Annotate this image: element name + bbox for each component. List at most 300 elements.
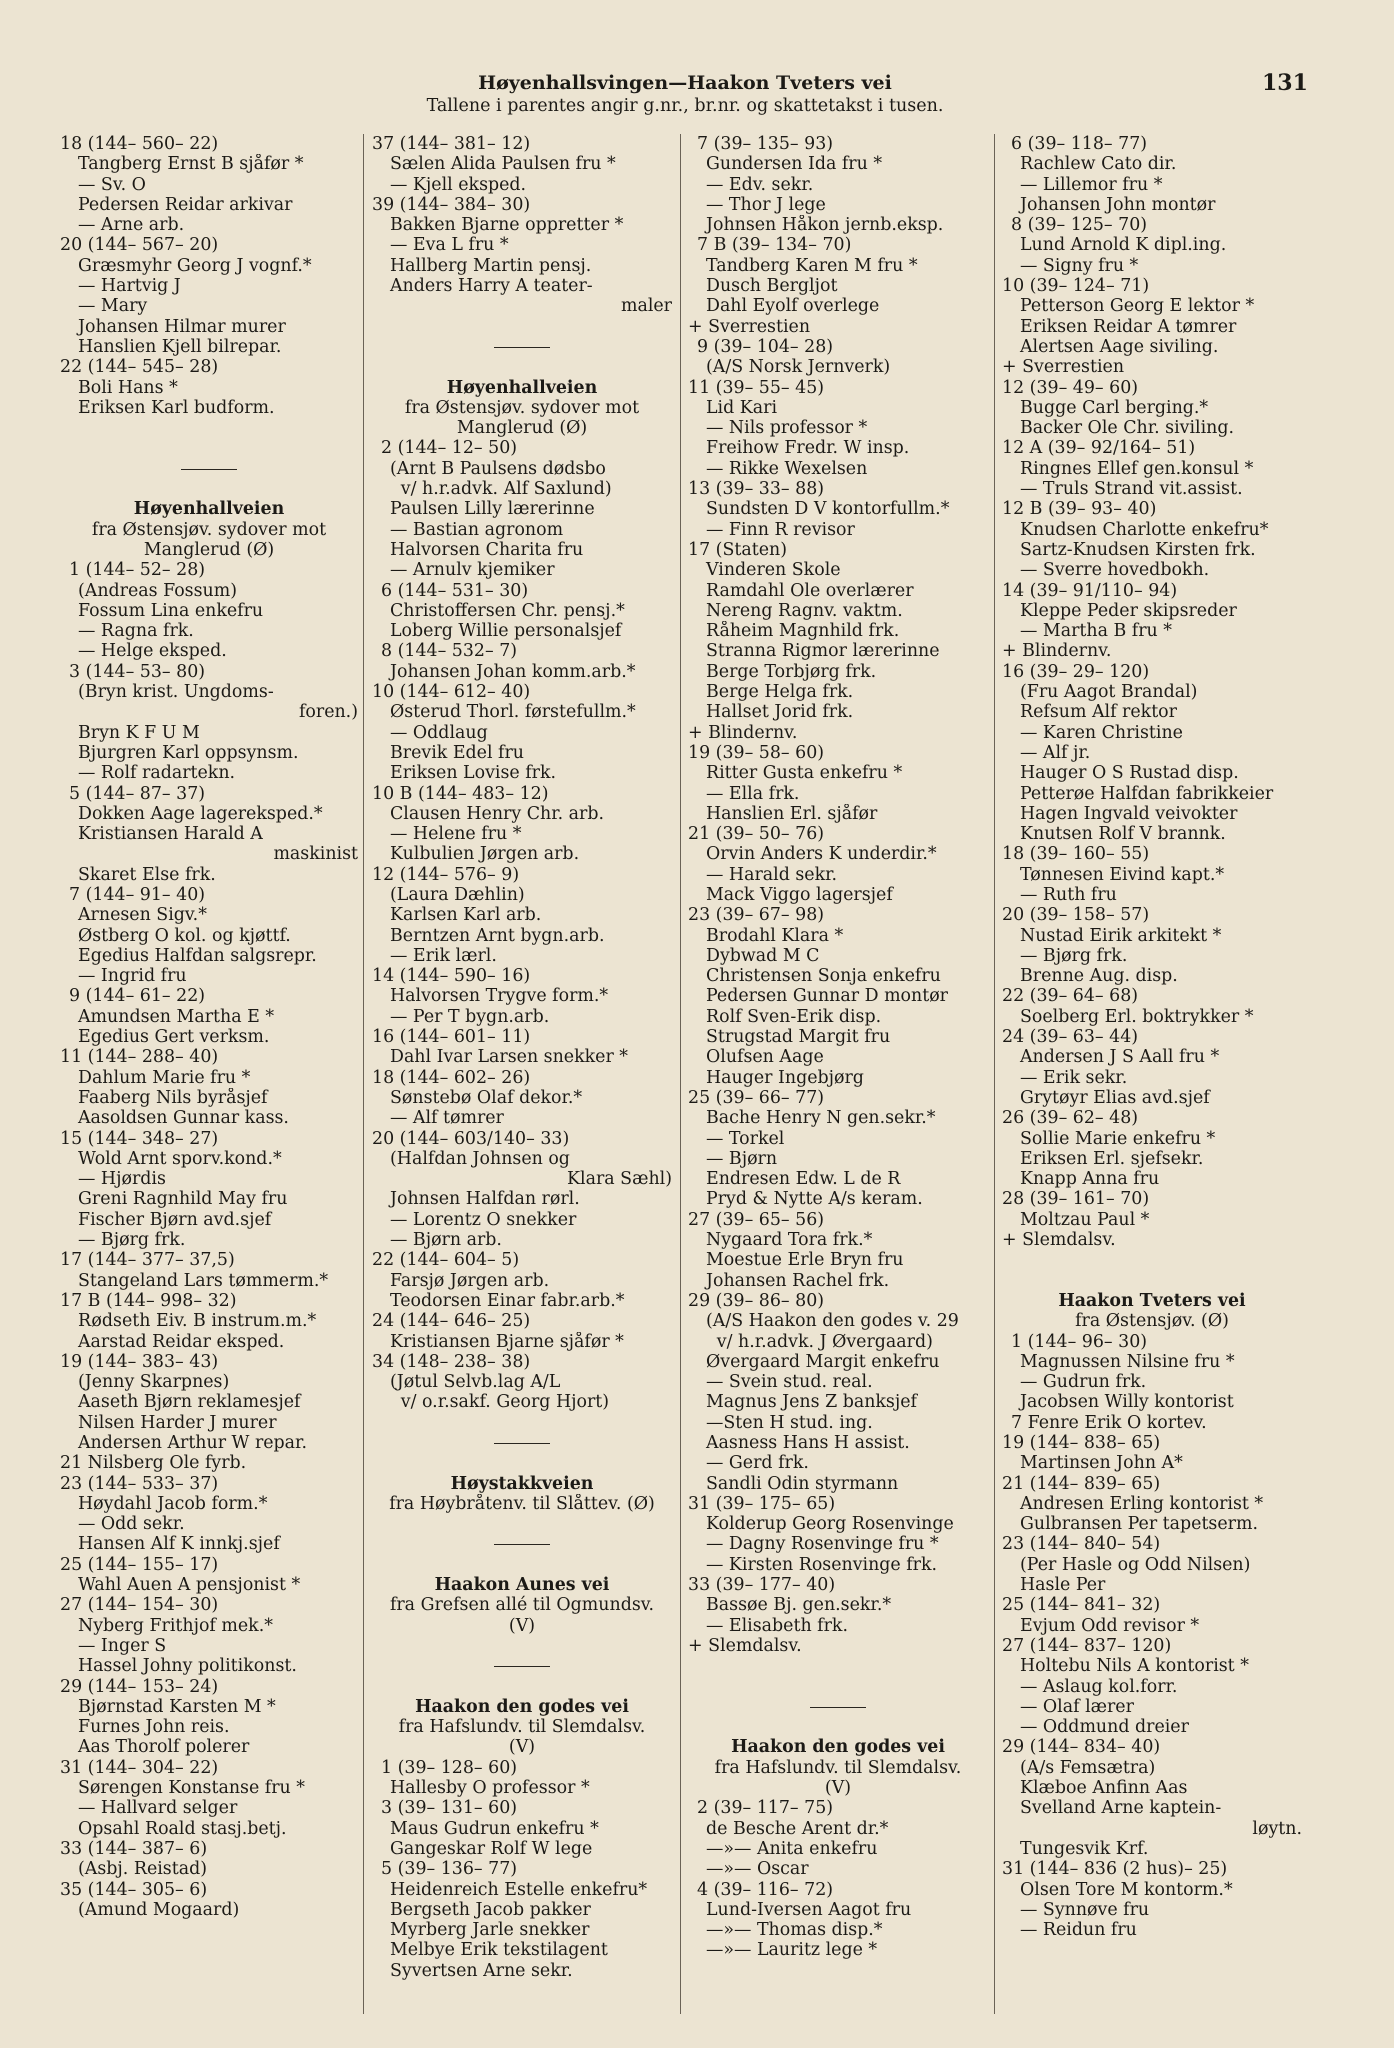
- entry-line: Greni Ragnhild May fru: [78, 1189, 288, 1210]
- entry-line: — Alf tømrer: [390, 1108, 504, 1129]
- entry-line: + Blindernv.: [688, 722, 798, 743]
- entry-line: Dahl Ivar Larsen snekker *: [390, 1047, 629, 1068]
- legend-note: Tallene i parentes angir g.nr., br.nr. og skattetakst i tusen.: [426, 96, 944, 116]
- entry-line: — Kirsten Rosenvinge frk.: [706, 1554, 938, 1575]
- street-description: fra Hafslundv. til Slemdalsv.: [398, 1717, 646, 1738]
- entry-line: + Slemdalsv.: [1002, 1230, 1116, 1251]
- entry-line: 28 (39– 161– 70): [1002, 1189, 1150, 1210]
- entry-line: Mack Viggo lagersjef: [706, 884, 893, 905]
- entry-line: Amundsen Martha E *: [78, 1006, 275, 1027]
- entry-line: (Jenny Skarpnes): [78, 1372, 230, 1393]
- entry-line: Hallesby O professor *: [390, 1778, 590, 1799]
- entry-line: 9 (144– 61– 22): [69, 986, 206, 1007]
- entry-line: Karlsen Karl arb.: [390, 905, 542, 926]
- entry-line: Hallset Jorid frk.: [706, 702, 854, 723]
- entry-line: — Nils professor *: [706, 418, 868, 439]
- entry-line: Faaberg Nils byråsjef: [78, 1087, 268, 1108]
- entry-line: Sundsten D V kontorfullm.*: [706, 499, 950, 520]
- entry-line: — Bjørg frk.: [78, 1230, 186, 1251]
- entry-line: 23 (144– 533– 37): [60, 1473, 219, 1494]
- street-heading: Høystakkveien: [450, 1473, 594, 1494]
- entry-line: Kulbulien Jørgen arb.: [390, 844, 580, 865]
- entry-line: Bugge Carl berging.*: [1020, 397, 1209, 418]
- entry-line: Evjum Odd revisor *: [1020, 1615, 1200, 1636]
- entry-line: Eriksen Karl budform.: [78, 397, 275, 418]
- entry-line: Farsjø Jørgen arb.: [390, 1270, 550, 1291]
- entry-line: + Sverrestien: [1002, 357, 1125, 378]
- entry-line: Holtebu Nils A kontorist *: [1020, 1656, 1249, 1677]
- entry-line: 17 (144– 377– 37,5): [60, 1250, 235, 1271]
- entry-line: Østerud Thorl. førstefullm.*: [390, 702, 636, 723]
- entry-line: Anders Harry A teater-: [390, 276, 593, 297]
- entry-line: 31 (144– 836 (2 hus)– 25): [1002, 1859, 1228, 1880]
- entry-line: — Per T bygn.arb.: [390, 1006, 550, 1027]
- entry-line: (Andreas Fossum): [78, 580, 238, 601]
- entry-line: — Truls Strand vit.assist.: [1020, 479, 1243, 500]
- entry-line: + Sverrestien: [688, 316, 811, 337]
- entry-line: + Blindernv.: [1002, 641, 1112, 662]
- street-heading: Haakon Tveters vei: [1058, 1290, 1246, 1311]
- entry-line: — Ella frk.: [706, 783, 800, 804]
- entry-line: Eriksen Lovise frk.: [390, 763, 557, 784]
- entry-line: Myrberg Jarle snekker: [390, 1920, 590, 1941]
- entry-line: Sartz-Knudsen Kirsten frk.: [1020, 539, 1256, 560]
- entry-line: Aasoldsen Gunnar kass.: [78, 1108, 289, 1129]
- entry-line: Egedius Halfdan salgsrepr.: [78, 945, 317, 966]
- section-divider: [372, 337, 672, 357]
- entry-line: Lund-Iversen Aagot fru: [706, 1899, 912, 1920]
- entry-line: 20 (144– 603/140– 33): [372, 1128, 570, 1149]
- entry-line: Eriksen Reidar A tømrer: [1020, 316, 1237, 337]
- entry-line: — Gerd frk.: [706, 1453, 809, 1474]
- entry-line: Berge Torbjørg frk.: [706, 661, 877, 682]
- entry-line: 18 (39– 160– 55): [1002, 844, 1150, 865]
- column-rule: [680, 134, 681, 2014]
- entry-line: 27 (144– 154– 30): [60, 1595, 219, 1616]
- entry-line: 10 (144– 612– 40): [372, 682, 531, 703]
- entry-line: Johnsen Håkon jernb.eksp.: [706, 215, 944, 236]
- entry-line: Martinsen John A*: [1020, 1453, 1183, 1474]
- entry-line: Ramdahl Ole overlærer: [706, 580, 914, 601]
- entry-line: Kristiansen Bjarne sjåfør *: [390, 1331, 624, 1352]
- entry-line: Hagen Ingvald veivokter: [1020, 803, 1238, 824]
- entry-line: 33 (39– 177– 40): [688, 1575, 836, 1596]
- entry-line: 11 (144– 288– 40): [60, 1047, 219, 1068]
- entry-line: 5 (144– 87– 37): [69, 783, 206, 804]
- entry-line: — Hjørdis: [78, 1169, 166, 1190]
- street-description: fra Hafslundv. til Slemdalsv.: [714, 1757, 962, 1778]
- entry-line: — Thor J lege: [706, 194, 826, 215]
- entry-line: maler: [620, 296, 672, 317]
- entry-line: Gulbransen Per tapetserm.: [1020, 1514, 1258, 1535]
- entry-line: Hallberg Martin pensj.: [390, 255, 592, 276]
- entry-line: Backer Ole Chr. siviling.: [1020, 418, 1235, 439]
- entry-line: 31 (144– 304– 22): [60, 1757, 219, 1778]
- entry-line: — Helene fru *: [390, 824, 522, 845]
- entry-line: Fischer Bjørn avd.sjef: [78, 1209, 272, 1230]
- street-description: fra Østensjøv. (Ø): [1075, 1311, 1229, 1332]
- entry-line: Svelland Arne kaptein-: [1020, 1798, 1222, 1819]
- section-divider: [372, 1534, 672, 1554]
- entry-line: 29 (144– 834– 40): [1002, 1737, 1161, 1758]
- entry-line: (A/S Haakon den godes v. 29: [706, 1311, 959, 1332]
- entry-line: Gangeskar Rolf W lege: [390, 1838, 593, 1859]
- column-4: [1002, 134, 1302, 1940]
- entry-line: Nygaard Tora frk.*: [706, 1230, 873, 1251]
- entry-line: — Edv. sekr.: [706, 174, 814, 195]
- entry-line: (Per Hasle og Odd Nilsen): [1020, 1554, 1251, 1575]
- section-divider: [688, 1697, 988, 1717]
- entry-line: — Rikke Wexelsen: [706, 458, 868, 479]
- entry-line: —»— Lauritz lege *: [706, 1940, 878, 1961]
- entry-line: Berntzen Arnt bygn.arb.: [390, 925, 605, 946]
- entry-line: Andersen J S Aall fru *: [1020, 1047, 1220, 1068]
- entry-line: Magnussen Nilsine fru *: [1020, 1351, 1235, 1372]
- entry-line: Maus Gudrun enkefru *: [390, 1818, 599, 1839]
- entry-line: —»— Anita enkefru: [706, 1838, 878, 1859]
- entry-line: — Reidun fru: [1020, 1920, 1137, 1941]
- entry-line: 25 (39– 66– 77): [688, 1087, 825, 1108]
- entry-line: Petterson Georg E lektor *: [1020, 296, 1255, 317]
- entry-line: 31 (39– 175– 65): [688, 1493, 836, 1514]
- entry-line: Arnesen Sigv.*: [78, 905, 207, 926]
- entry-line: Magnus Jens Z banksjef: [706, 1392, 917, 1413]
- entry-line: — Odd sekr.: [78, 1514, 185, 1535]
- entry-line: — Signy fru *: [1020, 255, 1139, 276]
- entry-line: Aas Thorolf polerer: [78, 1737, 250, 1758]
- entry-line: Hasle Per: [1020, 1575, 1106, 1596]
- entry-line: —»— Thomas disp.*: [706, 1920, 883, 1941]
- entry-line: Dokken Aage lagereksped.*: [78, 803, 323, 824]
- entry-line: 29 (144– 153– 24): [60, 1676, 219, 1697]
- entry-line: 18 (144– 602– 26): [372, 1067, 531, 1088]
- entry-line: Bjurgren Karl oppsynsm.: [78, 742, 299, 763]
- entry-line: v/ h.r.advk. Alf Saxlund): [400, 479, 612, 500]
- entry-line: 6 (39– 118– 77): [1011, 134, 1148, 154]
- entry-line: 2 (144– 12– 50): [381, 438, 518, 459]
- entry-line: — Mary: [78, 296, 148, 317]
- entry-line: Nereng Ragnv. vaktm.: [706, 600, 903, 621]
- entry-line: Rachlew Cato dir.: [1020, 154, 1177, 175]
- entry-line: Aasness Hans H assist.: [706, 1433, 910, 1453]
- page-header: [0, 72, 1394, 122]
- entry-line: Halvorsen Trygve form.*: [390, 986, 609, 1007]
- entry-line: Pedersen Gunnar D montør: [706, 986, 948, 1007]
- entry-line: Knutsen Rolf V brannk.: [1020, 824, 1226, 845]
- street-heading: Haakon Aunes vei: [434, 1575, 610, 1596]
- entry-line: — Hallvard selger: [78, 1798, 238, 1819]
- entry-line: Hauger O S Rustad disp.: [1020, 763, 1239, 784]
- entry-line: — Lillemor fru *: [1020, 174, 1163, 195]
- entry-line: (Jøtul Selvb.lag A/L: [390, 1372, 561, 1393]
- entry-line: Eriksen Erl. sjefsekr.: [1020, 1148, 1204, 1169]
- entry-line: 18 (144– 560– 22): [60, 134, 219, 154]
- entry-line: 11 (39– 55– 45): [688, 377, 825, 398]
- entry-line: 14 (39– 91/110– 94): [1002, 580, 1178, 601]
- entry-line: Råheim Magnhild frk.: [706, 621, 900, 642]
- street-description: (V): [508, 1737, 536, 1758]
- entry-line: 34 (148– 238– 38): [372, 1351, 531, 1372]
- running-title: Høyenhallsvingen—Haakon Tveters vei: [478, 72, 892, 94]
- entry-line: Boli Hans *: [78, 377, 178, 398]
- entry-line: — Oddlaug: [390, 722, 488, 743]
- entry-line: Melbye Erik tekstilagent: [390, 1940, 608, 1961]
- street-description: fra Østensjøv. sydover mot: [404, 397, 640, 418]
- entry-line: (A/s Femsætra): [1020, 1757, 1156, 1778]
- entry-line: Gundersen Ida fru *: [706, 154, 883, 175]
- entry-line: Østberg O kol. og kjøttf.: [78, 925, 291, 946]
- entry-line: — Bjørn arb.: [390, 1230, 502, 1251]
- entry-line: Olufsen Aage: [706, 1047, 824, 1068]
- column-rule: [363, 134, 364, 2014]
- street-description: (V): [508, 1615, 536, 1636]
- entry-line: Sollie Marie enkefru *: [1020, 1128, 1216, 1149]
- street-heading: Høyenhallveien: [446, 377, 598, 398]
- entry-line: 23 (144– 840– 54): [1002, 1534, 1161, 1555]
- entry-line: (Laura Dæhlin): [390, 884, 525, 905]
- entry-line: — Kjell eksped.: [390, 174, 527, 195]
- street-description: (V): [824, 1778, 852, 1799]
- entry-line: 9 (39– 104– 28): [697, 336, 834, 357]
- entry-line: — Harald sekr.: [706, 864, 838, 885]
- entry-line: Tungesvik Krf.: [1020, 1838, 1149, 1859]
- column-rule: [994, 134, 995, 2014]
- entry-line: Nustad Eirik arkitekt *: [1020, 925, 1222, 946]
- entry-line: 7 B (39– 134– 70): [697, 235, 852, 256]
- entry-line: 26 (39– 62– 48): [1002, 1108, 1139, 1129]
- entry-line: Lund Arnold K dipl.ing.: [1020, 235, 1227, 256]
- entry-line: —Sten H stud. ing.: [706, 1412, 873, 1433]
- entry-line: 3 (39– 131– 60): [381, 1798, 518, 1819]
- entry-line: 22 (39– 64– 68): [1002, 986, 1139, 1007]
- entry-line: 19 (39– 58– 60): [688, 742, 825, 763]
- entry-line: Hassel Johny politikonst.: [78, 1656, 297, 1677]
- entry-line: Brodahl Klara *: [706, 925, 844, 946]
- entry-line: Hanslien Erl. sjåfør: [706, 803, 878, 824]
- column-1: [60, 134, 358, 1920]
- entry-line: Kristiansen Harald A: [78, 824, 263, 845]
- entry-line: Moltzau Paul *: [1020, 1209, 1150, 1230]
- entry-line: Brevik Edel fru: [390, 742, 524, 763]
- entry-line: — Aslaug kol.forr.: [1020, 1676, 1178, 1697]
- section-divider: [372, 1656, 672, 1676]
- entry-line: (Arnt B Paulsens dødsbo: [390, 458, 606, 479]
- entry-line: Sørengen Konstanse fru *: [78, 1778, 305, 1799]
- entry-line: 12 A (39– 92/164– 51): [1002, 438, 1196, 459]
- entry-line: — Torkel: [706, 1128, 785, 1149]
- entry-line: — Karen Christine: [1020, 722, 1183, 743]
- entry-line: Olsen Tore M kontorm.*: [1020, 1879, 1233, 1900]
- entry-line: Bakken Bjarne oppretter *: [390, 215, 624, 236]
- entry-line: Pedersen Reidar arkivar: [78, 194, 293, 215]
- column-2: [372, 134, 672, 1981]
- entry-line: løytn.: [1252, 1818, 1302, 1839]
- entry-line: 1 (144– 96– 30): [1011, 1331, 1148, 1352]
- entry-line: Skaret Else frk.: [78, 864, 216, 885]
- entry-line: — Synnøve fru: [1020, 1899, 1150, 1920]
- entry-line: — Helge eksped.: [78, 641, 227, 662]
- entry-line: Johnsen Halfdan rørl.: [390, 1189, 580, 1210]
- entry-line: Dahlum Marie fru *: [78, 1067, 251, 1088]
- entry-line: Hanslien Kjell bilrepar.: [78, 336, 282, 357]
- entry-line: 27 (144– 837– 120): [1002, 1635, 1172, 1656]
- entry-line: 35 (144– 305– 6): [60, 1879, 208, 1900]
- entry-line: Bassøe Bj. gen.sekr.*: [706, 1595, 892, 1616]
- entry-line: — Eva L fru *: [390, 235, 509, 256]
- entry-line: — Bjørg frk.: [1020, 945, 1128, 966]
- entry-line: Soelberg Erl. boktrykker *: [1020, 1006, 1254, 1027]
- entry-line: 27 (39– 65– 56): [688, 1209, 825, 1230]
- entry-line: Wold Arnt sporv.kond.*: [78, 1148, 282, 1169]
- entry-line: 3 (144– 53– 80): [69, 661, 206, 682]
- entry-line: Clausen Henry Chr. arb.: [390, 803, 605, 824]
- entry-line: v/ h.r.advk. J Øvergaard): [716, 1331, 933, 1352]
- entry-line: Berge Helga frk.: [706, 682, 854, 703]
- entry-line: 5 (39– 136– 77): [381, 1859, 518, 1880]
- entry-line: 1 (39– 128– 60): [381, 1757, 518, 1778]
- entry-line: — Sverre hovedbokh.: [1020, 560, 1210, 581]
- entry-line: 12 B (39– 93– 40): [1002, 499, 1157, 520]
- entry-line: 16 (39– 29– 120): [1002, 661, 1150, 682]
- entry-line: Kleppe Peder skipsreder: [1020, 600, 1237, 621]
- entry-line: Johansen Rachel frk.: [706, 1270, 890, 1291]
- entry-line: v/ o.r.sakf. Georg Hjort): [400, 1392, 610, 1413]
- entry-line: 8 (39– 125– 70): [1011, 215, 1148, 236]
- entry-line: 12 (144– 576– 9): [372, 864, 520, 885]
- entry-line: Aarstad Reidar eksped.: [78, 1331, 285, 1352]
- entry-line: — Ragna frk.: [78, 621, 194, 642]
- entry-line: 21 Nilsberg Ole fyrb.: [60, 1453, 247, 1474]
- entry-line: 24 (144– 646– 25): [372, 1311, 531, 1332]
- entry-line: Egedius Gert verksm.: [78, 1027, 270, 1048]
- entry-line: Hauger Ingebjørg: [706, 1067, 864, 1088]
- entry-line: Johansen Johan komm.arb.*: [390, 661, 636, 682]
- entry-line: 13 (39– 33– 88): [688, 479, 825, 500]
- entry-line: — Arne arb.: [78, 215, 185, 236]
- entry-line: 19 (144– 383– 43): [60, 1351, 219, 1372]
- entry-line: — Dagny Rosenvinge fru *: [706, 1534, 939, 1555]
- entry-line: 6 (144– 531– 30): [381, 580, 529, 601]
- entry-line: Ritter Gusta enkefru *: [706, 763, 903, 784]
- entry-line: Bjørnstad Karsten M *: [78, 1696, 276, 1717]
- entry-line: — Hartvig J: [78, 276, 181, 297]
- entry-line: Petterøe Halfdan fabrikkeier: [1020, 783, 1274, 804]
- entry-line: — Bjørn: [706, 1148, 778, 1169]
- entry-line: 8 (144– 532– 7): [381, 641, 518, 662]
- entry-line: 25 (144– 155– 17): [60, 1554, 219, 1575]
- entry-line: 1 (144– 52– 28): [69, 560, 206, 581]
- street-description: Manglerud (Ø): [143, 539, 275, 560]
- entry-line: 23 (39– 67– 98): [688, 905, 825, 926]
- entry-line: — Svein stud. real.: [706, 1372, 873, 1393]
- entry-line: 20 (39– 158– 57): [1002, 905, 1150, 926]
- entry-line: 39 (144– 384– 30): [372, 194, 531, 215]
- entry-line: Endresen Edw. L de R: [706, 1169, 901, 1190]
- entry-line: Tandberg Karen M fru *: [706, 255, 918, 276]
- entry-line: 19 (144– 838– 65): [1002, 1433, 1161, 1453]
- entry-line: Christensen Sonja enkefru: [706, 966, 941, 987]
- street-description: Manglerud (Ø): [456, 418, 588, 439]
- entry-line: Halvorsen Charita fru: [390, 539, 584, 560]
- entry-line: Strugstad Margit fru: [706, 1027, 891, 1048]
- entry-line: Sønstebø Olaf dekor.*: [390, 1087, 583, 1108]
- entry-line: Syvertsen Arne sekr.: [390, 1960, 573, 1981]
- entry-line: — Finn R revisor: [706, 519, 855, 540]
- entry-line: 16 (144– 601– 11): [372, 1027, 531, 1048]
- entry-line: Christoffersen Chr. pensj.*: [390, 600, 625, 621]
- entry-line: Andresen Erling kontorist *: [1020, 1493, 1264, 1514]
- entry-line: Johansen Hilmar murer: [78, 316, 286, 337]
- entry-line: Kolderup Georg Rosenvinge: [706, 1514, 954, 1535]
- entry-line: 10 (39– 124– 71): [1002, 276, 1150, 297]
- entry-line: — Ruth fru: [1020, 884, 1117, 905]
- entry-line: 24 (39– 63– 44): [1002, 1027, 1139, 1048]
- street-heading: Haakon den godes vei: [731, 1737, 945, 1758]
- entry-line: — Lorentz O snekker: [390, 1209, 577, 1230]
- entry-line: (Halfdan Johnsen og: [390, 1148, 570, 1169]
- entry-line: — Arnulv kjemiker: [390, 560, 555, 581]
- entry-line: — Inger S: [78, 1635, 167, 1656]
- entry-line: 7 (144– 91– 40): [69, 884, 206, 905]
- entry-line: Pryd & Nytte A/s keram.: [706, 1189, 923, 1210]
- street-description: fra Østensjøv. sydover mot: [91, 519, 327, 540]
- entry-line: Bergseth Jacob pakker: [390, 1899, 591, 1920]
- street-description: fra Høybråtenv. til Slåttev. (Ø): [389, 1493, 655, 1514]
- entry-line: de Besche Arent dr.*: [706, 1818, 889, 1839]
- entry-line: Tangberg Ernst B sjåfør *: [78, 154, 304, 175]
- entry-line: Refsum Alf rektor: [1020, 702, 1177, 723]
- street-heading: Høyenhallveien: [133, 499, 285, 520]
- entry-line: Dusch Bergljot: [706, 276, 838, 297]
- entry-line: Sælen Alida Paulsen fru *: [390, 154, 616, 175]
- entry-line: Jacobsen Willy kontorist: [1020, 1392, 1234, 1413]
- entry-line: Græsmyhr Georg J vognf.*: [78, 255, 312, 276]
- entry-line: foren.): [298, 702, 358, 723]
- entry-line: Grytøyr Elias avd.sjef: [1020, 1087, 1210, 1108]
- entry-line: 21 (144– 839– 65): [1002, 1473, 1161, 1494]
- entry-line: (Asbj. Reistad): [78, 1859, 207, 1880]
- entry-line: (Bryn krist. Ungdoms-: [78, 682, 274, 703]
- entry-line: 29 (39– 86– 80): [688, 1290, 825, 1311]
- entry-line: 17 B (144– 998– 32): [60, 1290, 237, 1311]
- entry-line: Dybwad M C: [706, 945, 820, 966]
- entry-line: Teodorsen Einar fabr.arb.*: [390, 1290, 625, 1311]
- entry-line: Fossum Lina enkefru: [78, 600, 264, 621]
- entry-line: — Oddmund dreier: [1020, 1717, 1189, 1738]
- entry-line: Opsahl Roald stasj.betj.: [78, 1818, 287, 1839]
- entry-line: Orvin Anders K underdir.*: [706, 844, 937, 865]
- entry-line: Johansen John montør: [1020, 194, 1216, 215]
- entry-line: — Martha B fru *: [1020, 621, 1172, 642]
- street-heading: Haakon den godes vei: [415, 1696, 629, 1717]
- entry-line: 15 (144– 348– 27): [60, 1128, 219, 1149]
- entry-line: (Amund Mogaard): [78, 1899, 240, 1920]
- entry-line: Sandli Odin styrmann: [706, 1473, 899, 1494]
- entry-line: Dahl Eyolf overlege: [706, 296, 880, 317]
- entry-line: Furnes John reis.: [78, 1717, 230, 1738]
- entry-line: Aaseth Bjørn reklamesjef: [78, 1392, 301, 1413]
- entry-line: Høydahl Jacob form.*: [78, 1493, 268, 1514]
- entry-line: Stranna Rigmor lærerinne: [706, 641, 940, 662]
- entry-line: Klæboe Anfinn Aas: [1020, 1778, 1188, 1799]
- entry-line: 22 (144– 604– 5): [372, 1250, 520, 1271]
- entry-line: Tønnesen Eivind kapt.*: [1020, 864, 1225, 885]
- entry-line: Nilsen Harder J murer: [78, 1412, 277, 1433]
- entry-line: 25 (144– 841– 32): [1002, 1595, 1161, 1616]
- entry-line: — Ingrid fru: [78, 966, 187, 987]
- entry-line: 10 B (144– 483– 12): [372, 783, 549, 804]
- entry-line: Freihow Fredr. W insp.: [706, 438, 910, 459]
